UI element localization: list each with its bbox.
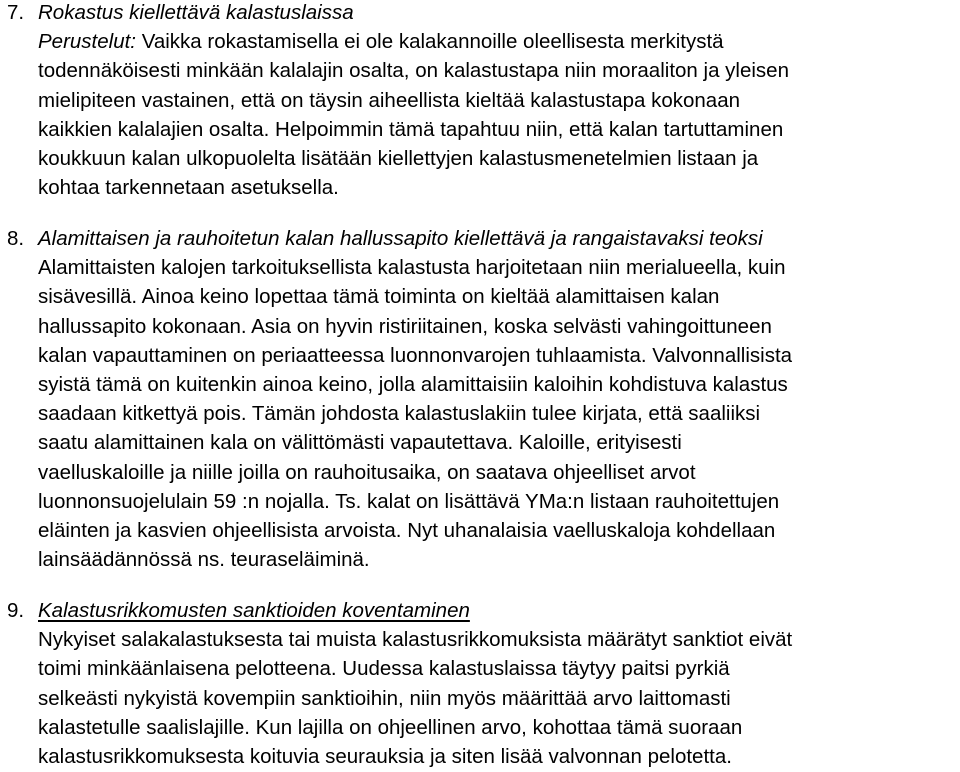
body-line: hallussapito kokonaan. Asia on hyvin ristiriitainen, koska selvästi vahingoittuneen [38, 314, 772, 338]
body-line: mielipiteen vastainen, että on täysin aiheellista kieltää kalastustapa kokonaan [38, 88, 740, 112]
section-body [38, 625, 958, 771]
section-8 [0, 224, 960, 574]
body-line: koukkuun kalan ulkopuolelta lisätään kiellettyjen kalastusmenetelmien listaan ja [38, 147, 759, 170]
body-line: toimi minkäänlaisena pelotteena. Uudessa kalastuslaissa täytyy paitsi pyrkiä [38, 657, 730, 681]
body-line: kohtaa tarkennetaan asetuksella. [38, 176, 339, 200]
section-9 [0, 596, 960, 771]
body-line: Nykyiset salakalastuksesta tai muista kalastusrikkomuksista määrätyt sanktiot eivät [38, 628, 793, 652]
body-line: kalan vapauttaminen on periaatteessa luonnonvarojen tuhlaamista. Valvonnallisista [38, 343, 793, 367]
section-number: 8. [7, 227, 25, 250]
label-perustelut: Perustelut: [38, 30, 136, 54]
section-heading [0, 0, 960, 27]
section-body [38, 27, 958, 202]
body-line [38, 27, 958, 56]
section-heading [0, 224, 960, 253]
body-line: selkeästi nykyistä kovempiin sanktioihin, niin myös määrittää arvo laittomasti [38, 686, 731, 710]
section-title: Kalastusrikkomusten sanktioiden koventaminen [38, 599, 470, 622]
body-line: kalastetulle saalislajille. Kun lajilla on ohjeellinen arvo, kohottaa tämä suoraan [38, 715, 743, 739]
section-title: Alamittaisen ja rauhoitetun kalan hallussapito kiellettävä ja rangaistavaksi teoksi [38, 227, 763, 250]
body-line: saadaan kitkettyä pois. Tämän johdosta kalastuslakiin tulee kirjata, että saaliiksi [38, 402, 761, 426]
body-line: todennäköisesti minkään kalalajin osalta, on kalastustapa niin moraaliton ja yleisen [38, 59, 789, 83]
body-line: kalastusrikkomuksesta koituvia seurauksia ja siten lisää valvonnan pelotetta. [38, 745, 732, 768]
body-line: kaikkien kalalajien osalta. Helpoimmin tämä tapahtuu niin, että kalan tartuttaminen [38, 117, 784, 141]
section-7 [0, 0, 960, 202]
body-line: lainsäädännössä ns. teuraseläiminä. [38, 548, 370, 572]
body-line: sisävesillä. Ainoa keino lopettaa tämä toiminta on kieltää alamittaisen kalan [38, 285, 720, 309]
section-title: Rokastus kiellettävä kalastuslaissa [38, 1, 354, 24]
body-line: saatu alamittainen kala on välittömästi vapautettava. Kaloille, erityisesti [38, 431, 682, 455]
section-number: 7. [7, 1, 25, 24]
section-body [38, 253, 958, 574]
body-line: syistä tämä on kuitenkin ainoa keino, jolla alamittaisiin kaloihin kohdistuva kalastus [38, 373, 788, 396]
body-line: eläinten ja kasvien ohjeellisista arvoista. Nyt uhanalaisia vaelluskaloja kohdellaan [38, 519, 776, 543]
body-line: vaelluskaloille ja niille joilla on rauhoitusaika, on saatava ohjeelliset arvot [38, 460, 696, 484]
body-line: Alamittaisten kalojen tarkoituksellista kalastusta harjoitetaan niin merialueella, kuin [38, 256, 786, 280]
section-heading [0, 596, 960, 625]
section-number: 9. [7, 599, 25, 622]
body-line: luonnonsuojelulain 59 :n nojalla. Ts. kalat on lisättävä YMa:n listaan rauhoitettujen [38, 489, 780, 513]
body-line-text: Vaikka rokastamisella ei ole kalakannoille oleellisesta merkitystä [136, 30, 724, 54]
